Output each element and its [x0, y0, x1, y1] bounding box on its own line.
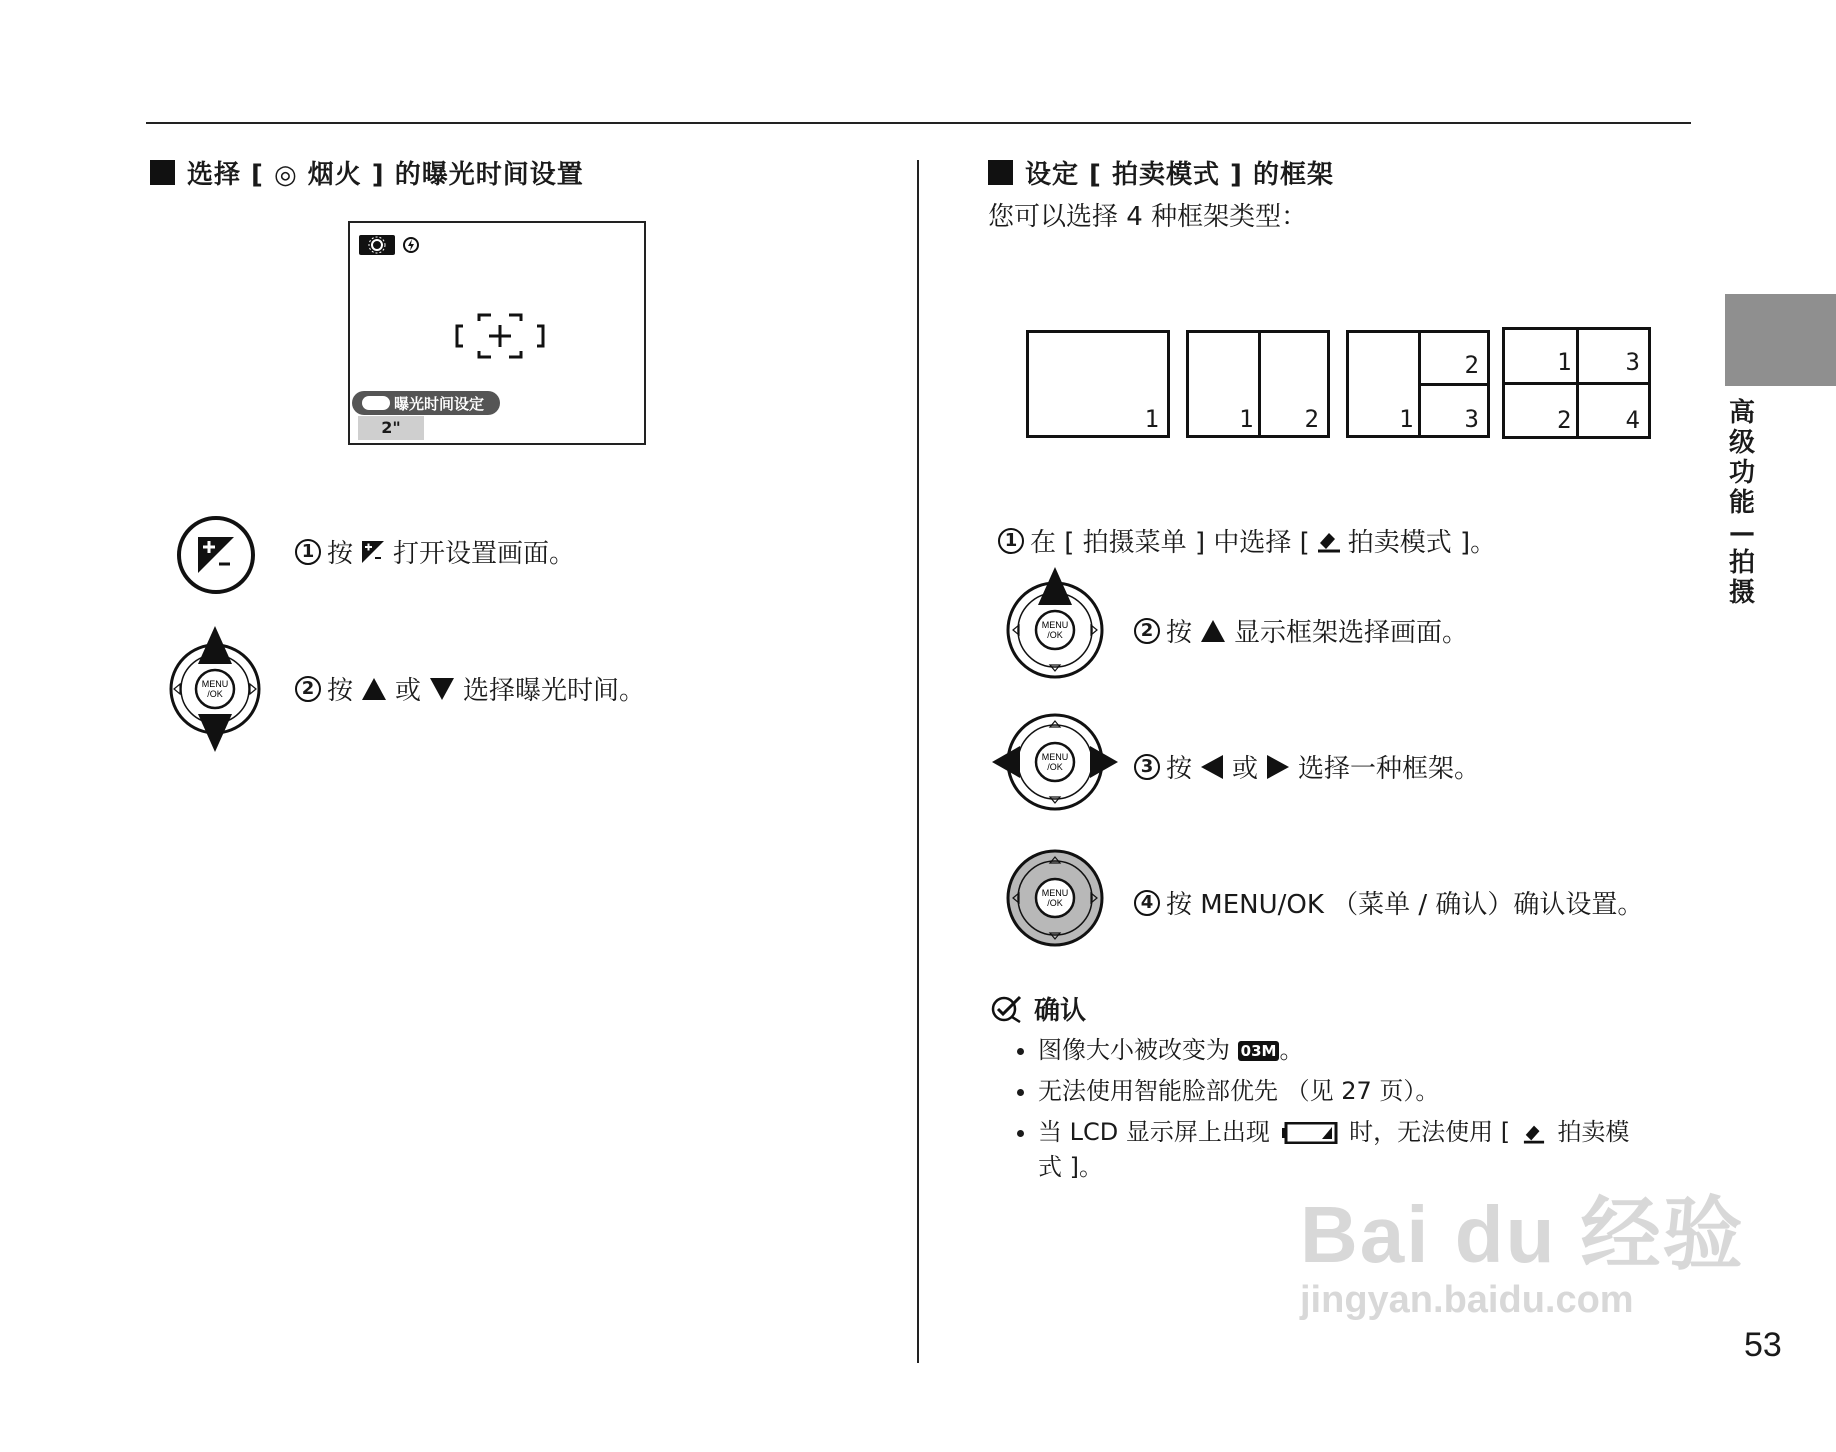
frame-divider: [1258, 333, 1261, 435]
frame-divider: [1505, 382, 1648, 385]
lcd-screen: [348, 221, 646, 445]
right-arrow-icon: [1266, 754, 1290, 780]
flash-off-icon: [402, 235, 420, 259]
right-intro: 您可以选择 4 种框架类型：: [988, 202, 1308, 232]
fireworks-mode-icon: [359, 235, 395, 255]
frame-divider: [1418, 383, 1490, 386]
side-tab-char: 摄: [1728, 578, 1755, 608]
right-step-3: 3 按 或 选择一种框架。: [1134, 748, 1480, 785]
note-list: [1010, 1030, 1698, 1188]
side-tab: [1725, 294, 1836, 386]
left-step-1: 1 按 打开设置画面。: [295, 533, 575, 570]
dial-ok-text: /OK: [1047, 762, 1063, 772]
dial-menu-text: MENU: [1041, 888, 1069, 898]
auction-mode-icon: [1316, 529, 1342, 553]
side-tab-char: 能: [1728, 488, 1755, 518]
dial-ok-text: /OK: [1047, 630, 1063, 640]
heading-square-icon: [150, 160, 175, 185]
auction-mode-icon: [1522, 1122, 1546, 1144]
side-tab-char: —: [1729, 518, 1755, 548]
side-tab-char: 功: [1728, 458, 1755, 488]
dial-left-right-icon[interactable]: [990, 712, 1120, 816]
right-heading: 设定 [ 拍卖模式 ] 的框架: [988, 154, 1334, 191]
heading-square-icon: [988, 160, 1013, 185]
up-arrow-icon: [361, 677, 387, 701]
exposure-icon: [361, 540, 385, 564]
dial-menu-text: MENU: [201, 679, 229, 689]
focus-frame-icon: [455, 311, 545, 365]
lcd-value: 2": [358, 416, 424, 440]
dial-ok-text: /OK: [1047, 898, 1063, 908]
left-heading: 选择 [ ◎ 烟火 ] 的曝光时间设置: [150, 154, 584, 191]
top-rule: [146, 122, 1691, 124]
image-size-badge: 03M: [1238, 1041, 1280, 1061]
column-divider: [917, 160, 919, 1363]
watermark: Bai du 经验 jingyan.baidu.com: [1300, 1190, 1745, 1321]
right-step-1: 1 在 [ 拍摄菜单 ] 中选择 [ 拍卖模式 ]。: [998, 522, 1496, 559]
right-step-2: 2 按 显示框架选择画面。: [1134, 612, 1468, 649]
frame-type-1[interactable]: 1: [1026, 330, 1170, 438]
up-arrow-icon: [1200, 619, 1226, 643]
check-note-icon: [990, 995, 1026, 1023]
side-tab-char: 高: [1728, 398, 1755, 428]
dial-ok-text: /OK: [207, 689, 223, 699]
frame-type-3[interactable]: 2 1 3: [1346, 330, 1490, 438]
left-step-2: 2 按 或 选择曝光时间。: [295, 670, 645, 707]
dial-up-down-icon[interactable]: [160, 624, 270, 758]
side-tab-char: 级: [1728, 428, 1755, 458]
page-number: 53: [1744, 1326, 1782, 1364]
note-item: • 图像大小被改变为 03M 。: [1038, 1030, 1698, 1065]
frame-type-4[interactable]: 1 3 2 4: [1502, 327, 1651, 439]
note-item: • 当 LCD 显示屏上出现 时，无法使用 [ 拍卖模 式 ]。: [1038, 1112, 1698, 1182]
exposure-compensation-icon: [362, 396, 390, 410]
down-arrow-icon: [429, 677, 455, 701]
left-arrow-icon: [1200, 754, 1224, 780]
low-battery-icon: [1282, 1122, 1338, 1144]
side-tab-label: [1726, 398, 1758, 608]
note-title: 确认: [990, 990, 1086, 1027]
dial-up-icon[interactable]: [1000, 565, 1110, 684]
note-item: • 无法使用智能脸部优先 （见 27 页）。: [1038, 1071, 1698, 1106]
lcd-label-bar: 曝光时间设定: [352, 391, 500, 415]
dial-menu-ok-icon[interactable]: [1000, 848, 1110, 952]
frame-type-2[interactable]: 1 2: [1186, 330, 1330, 438]
right-step-4: 4 按 MENU/OK （菜单 / 确认）确认设置。: [1134, 884, 1643, 921]
dial-menu-text: MENU: [1041, 752, 1069, 762]
exposure-button-icon[interactable]: [175, 514, 257, 600]
dial-menu-text: MENU: [1041, 620, 1069, 630]
side-tab-char: 拍: [1728, 548, 1755, 578]
